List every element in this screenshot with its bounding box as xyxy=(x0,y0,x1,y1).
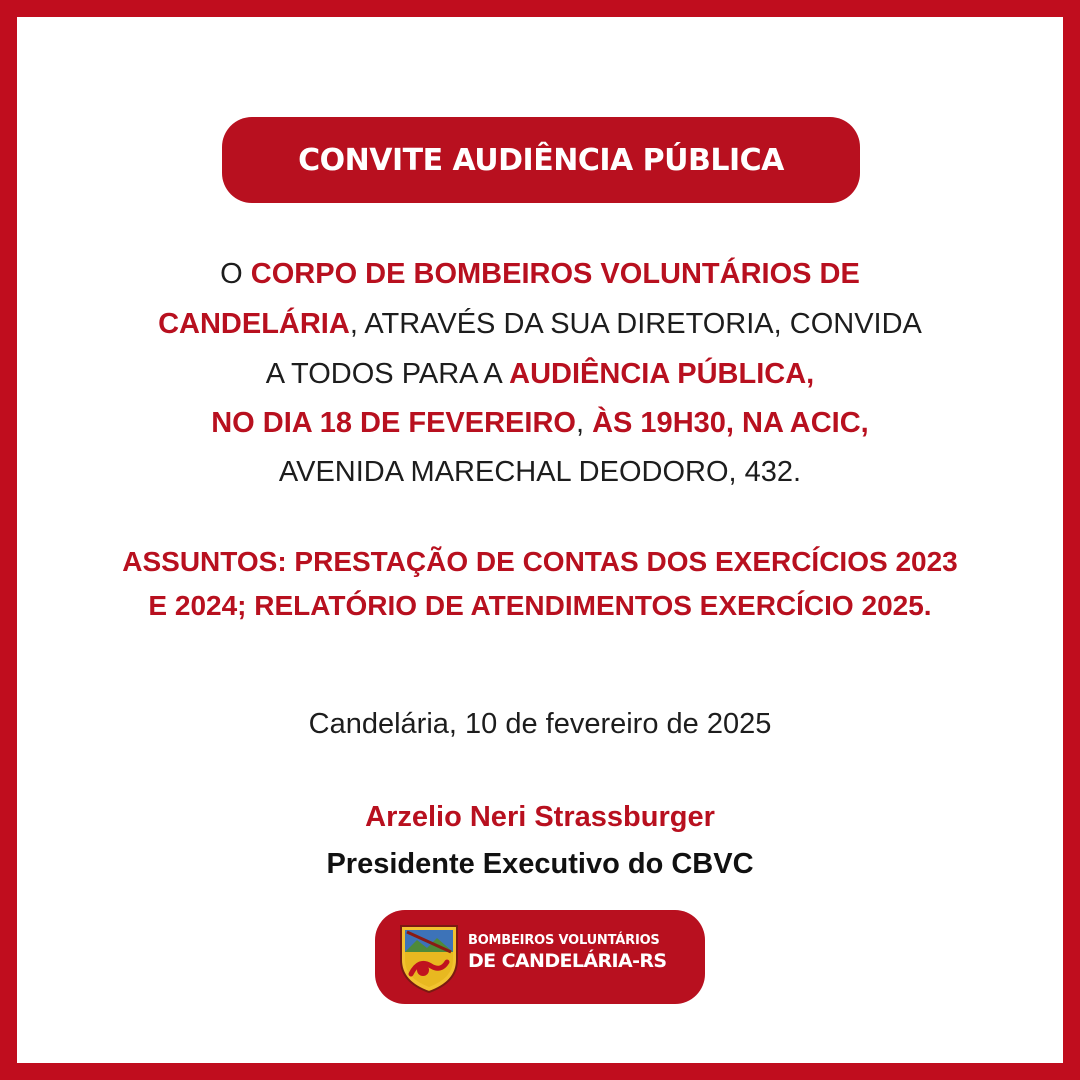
shield-crest-icon xyxy=(397,922,461,994)
logo-text xyxy=(468,932,698,973)
invitation-line-3: A TODOS PARA A AUDIÊNCIA PÚBLICA, xyxy=(265,358,815,390)
signatory-role: Presidente Executivo do CBVC xyxy=(326,848,754,880)
logo-line-1: BOMBEIROS VOLUNTÁRIOS xyxy=(468,933,660,948)
organization-name: CORPO DE BOMBEIROS VOLUNTÁRIOS DE xyxy=(250,258,860,290)
organization-logo-badge xyxy=(375,910,705,1004)
subjects-block xyxy=(60,546,1020,636)
invitation-paragraph xyxy=(60,258,1020,488)
event-name: AUDIÊNCIA PÚBLICA, xyxy=(509,358,815,390)
event-date: NO DIA 18 DE FEVEREIRO xyxy=(211,407,576,439)
event-time-place: ÀS 19H30, NA ACIC, xyxy=(584,407,869,439)
place-date: Candelária, 10 de fevereiro de 2025 xyxy=(308,708,772,740)
logo-line-2: DE CANDELÁRIA-RS xyxy=(468,950,667,972)
invitation-line-2: CANDELÁRIA, ATRAVÉS DA SUA DIRETORIA, CONVIDA xyxy=(158,308,922,340)
subjects-line-1: ASSUNTOS: PRESTAÇÃO DE CONTAS DOS EXERCÍCIOS 2023 xyxy=(122,546,958,577)
invitation-line-5: AVENIDA MARECHAL DEODORO, 432. xyxy=(278,456,802,488)
organization-city: CANDELÁRIA xyxy=(158,308,350,340)
invitation-line-4: NO DIA 18 DE FEVEREIRO, ÀS 19H30, NA ACIC, xyxy=(211,407,869,439)
invitation-line-1: O CORPO DE BOMBEIROS VOLUNTÁRIOS DE xyxy=(220,258,860,290)
subjects-line-2: E 2024; RELATÓRIO DE ATENDIMENTOS EXERCÍCIO 2025. xyxy=(148,590,932,621)
title-banner xyxy=(222,117,860,203)
page-title: CONVITE AUDIÊNCIA PÚBLICA xyxy=(298,142,784,178)
signatory-name: Arzelio Neri Strassburger xyxy=(365,801,715,833)
